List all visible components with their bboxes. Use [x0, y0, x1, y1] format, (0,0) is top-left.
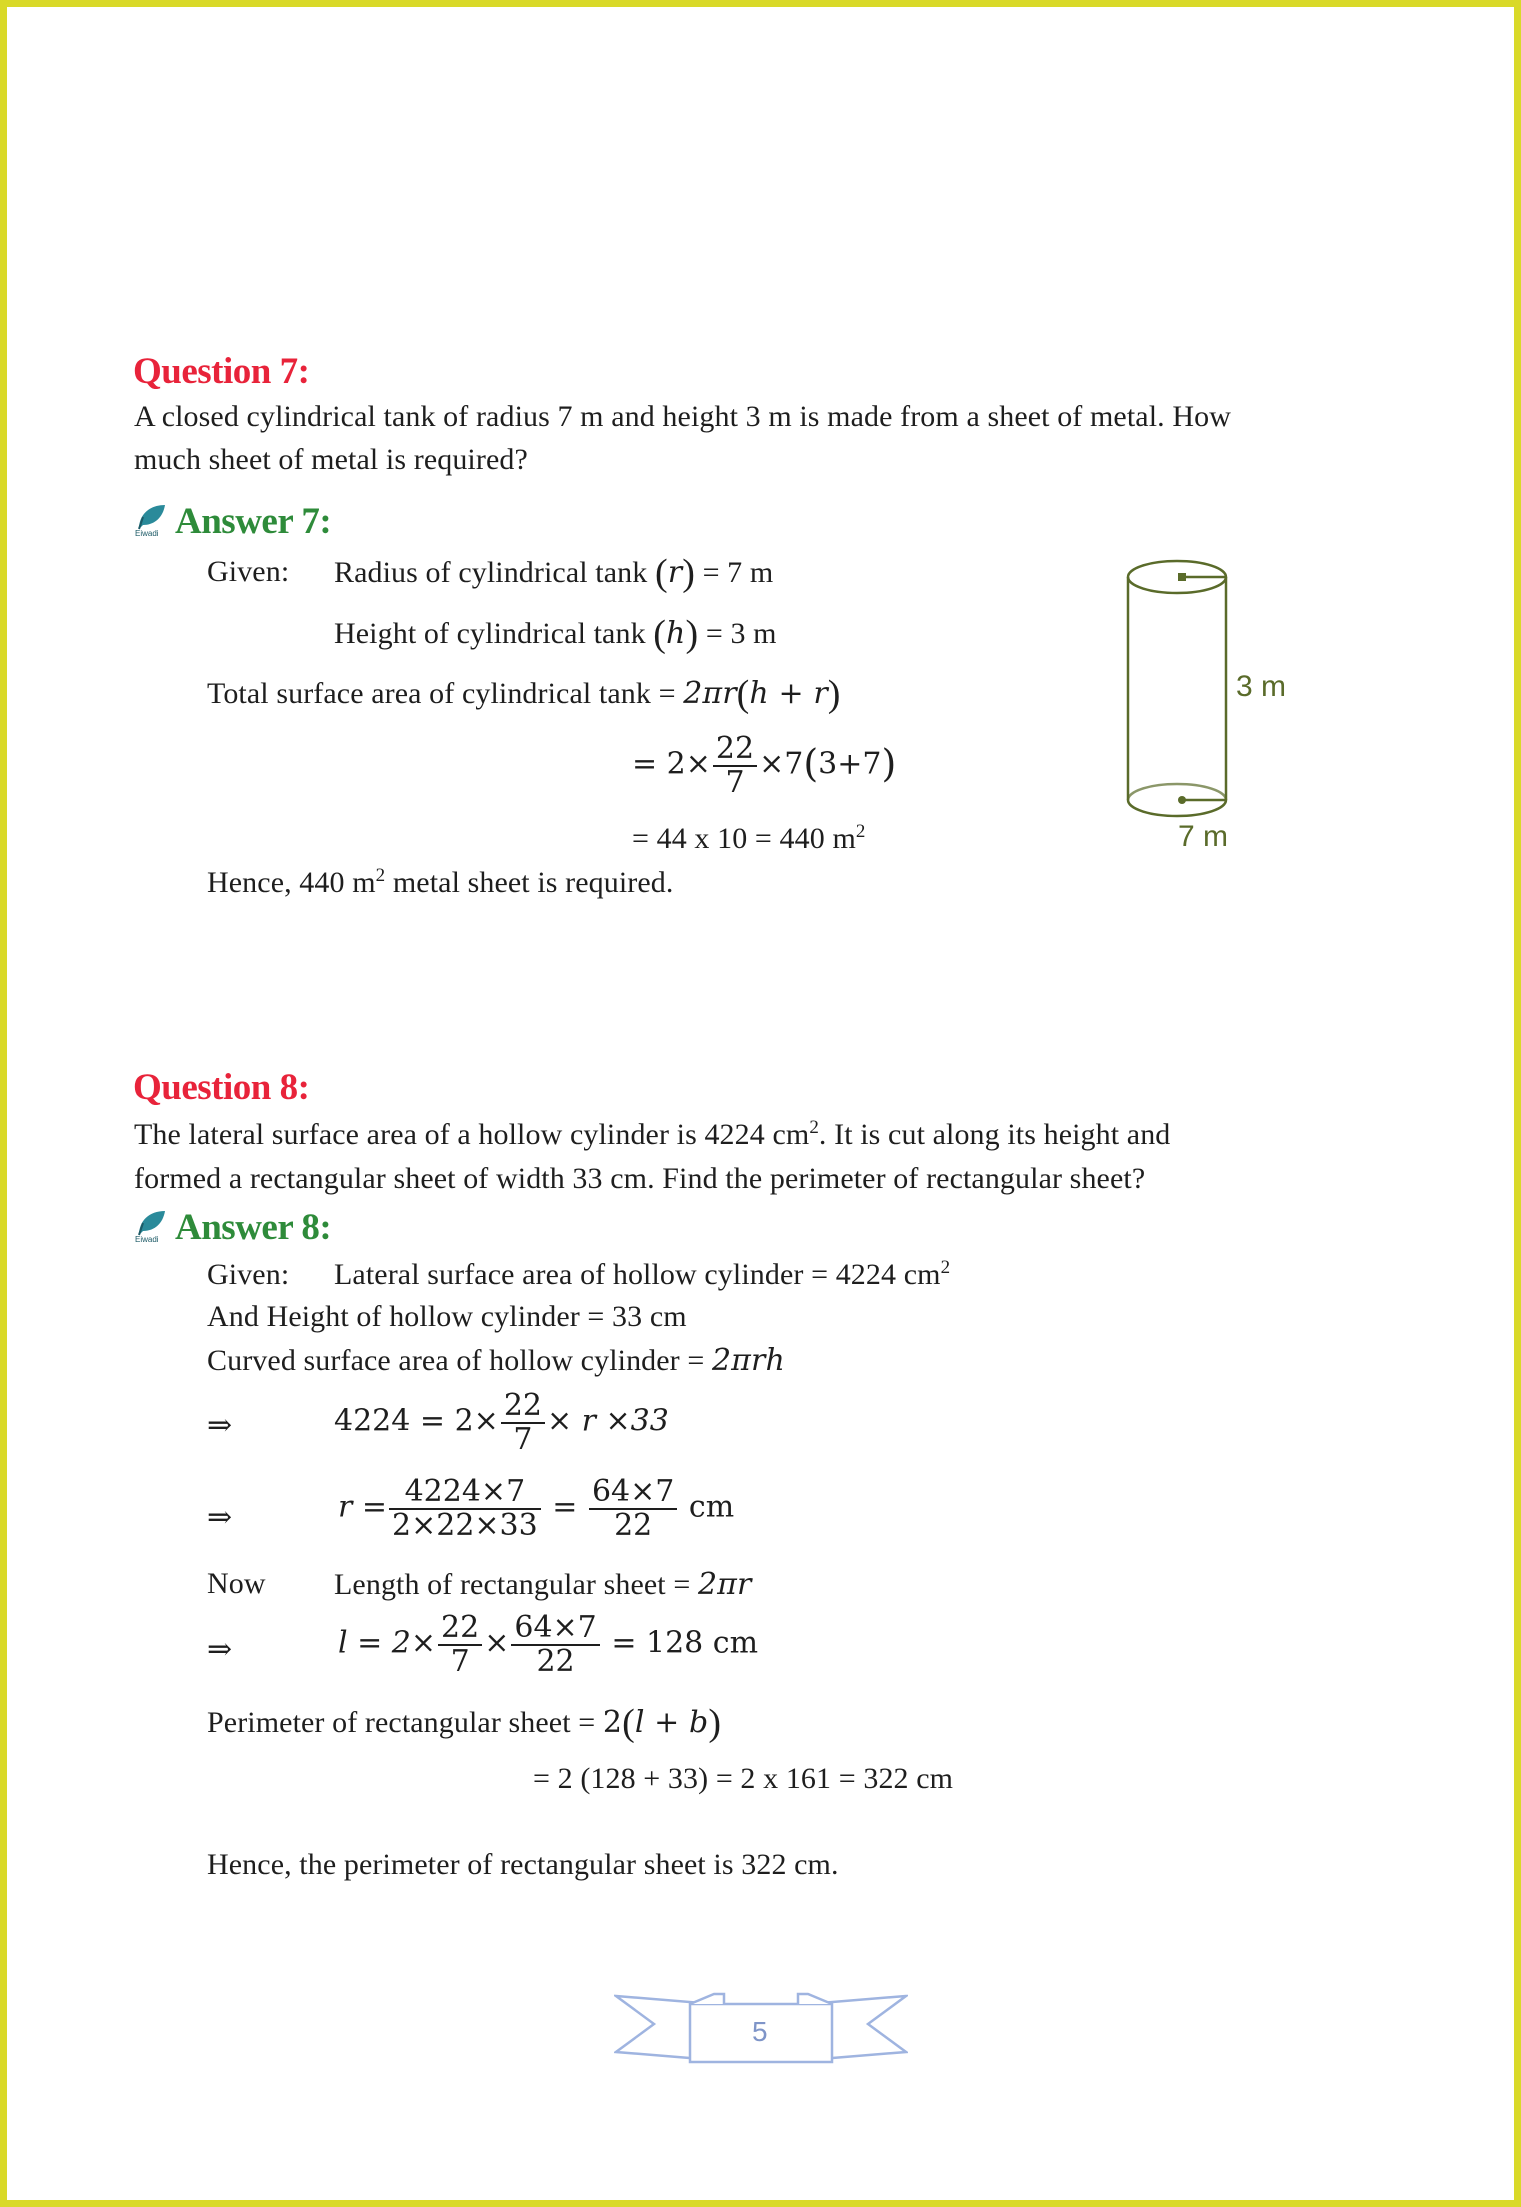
answer-8-given-label: Given:: [207, 1258, 290, 1291]
question-7-text-line1: A closed cylindrical tank of radius 7 m and height 3 m is made from a sheet of metal. How: [134, 400, 1231, 433]
answer-7-conclusion: Hence, 440 $m^2$ metal sheet is required.: [207, 865, 674, 899]
tsa-formula-inner: h + r: [749, 676, 828, 711]
leaf-logo-icon: [133, 503, 169, 537]
svg-text:Eiwadi: Eiwadi: [135, 529, 159, 537]
given-radius-text: Radius of cylindrical tank: [334, 556, 648, 589]
fraction-22-over-7: $\frac{22}{7}$: [501, 1390, 545, 1455]
question-8-text-line2: formed a rectangular sheet of width 33 cm. Find the perimeter of rectangular sheet?: [134, 1162, 1146, 1195]
answer-8-csa-line: Curved surface area of hollow cylinder = 2πrh: [207, 1343, 785, 1378]
answer-7-step1: = 2× $\frac{22}{7}$ ×7(3+7): [632, 731, 897, 800]
cylinder-diagram: [1120, 550, 1320, 860]
answer-8-perimeter-line: Perimeter of rectangular sheet = 2(l + b): [207, 1702, 722, 1744]
given-height-text: Height of cylindrical tank: [334, 617, 646, 650]
question-7-title: Question 7:: [133, 351, 310, 392]
question-8-text-line1: The lateral surface area of a hollow cylinder is 4224 $cm^2$. It is cut along its height and: [134, 1117, 1171, 1151]
answer-8-given-lsa: Lateral surface area of hollow cylinder = 4224 $cm^2$: [334, 1257, 951, 1291]
answer-7-heading: [133, 500, 331, 543]
answer-7-title: Answer 7:: [175, 501, 332, 542]
answer-7-given-label: Given:: [207, 555, 290, 588]
diagram-radius-label: 7 m: [1178, 820, 1229, 853]
implies-arrow-3: ⇒: [207, 1632, 233, 1667]
answer-8-given-height: And Height of hollow cylinder = 33 cm: [207, 1300, 687, 1333]
answer-7-given-height: Height of cylindrical tank (h) = 3 m: [334, 613, 777, 655]
given-radius-value: = 7 m: [702, 556, 774, 589]
question-8-title: Question 8:: [133, 1067, 310, 1108]
tsa-label: Total surface area of cylindrical tank =: [207, 677, 676, 710]
implies-arrow-1: ⇒: [207, 1408, 233, 1443]
leaf-logo-icon: [133, 1209, 169, 1243]
fraction-radius-2: $\frac{64\times 7}{22}$: [589, 1476, 677, 1541]
diagram-height-label: 3 m: [1236, 670, 1287, 703]
answer-8-title: Answer 8:: [175, 1207, 332, 1248]
given-height-var: h: [666, 616, 686, 651]
svg-text:Eiwadi: Eiwadi: [135, 1235, 159, 1243]
answer-8-length-line: Length of rectangular sheet = 2πr: [334, 1567, 752, 1602]
fraction-64x7-over-22: $\frac{64\times 7}{22}$: [511, 1612, 599, 1677]
fraction-22-over-7: $\frac{22}{7}$: [713, 733, 757, 798]
question-7-text-line2: much sheet of metal is required?: [134, 443, 528, 476]
given-height-value: = 3 m: [705, 617, 777, 650]
answer-8-eq2: r = $\frac{4224\times 7}{2\times 22\times 33}$ = $\frac{64\times 7}{22}$ cm: [338, 1474, 735, 1543]
answer-7-tsa-line: Total surface area of cylindrical tank = 2πr(h + r): [207, 673, 841, 715]
answer-7-given-radius: Radius of cylindrical tank (r) = 7 m: [334, 552, 774, 594]
answer-8-eq1: 4224 = 2× $\frac{22}{7}$ × r ×33: [334, 1388, 669, 1457]
fraction-22-over-7: $\frac{22}{7}$: [438, 1612, 482, 1677]
answer-8-eq3: l = 2× $\frac{22}{7}$ × $\frac{64\times 7}{22}$ = 128 cm: [338, 1610, 759, 1679]
implies-arrow-2: ⇒: [207, 1500, 233, 1535]
answer-8-perimeter-calc: = 2 (128 + 33) = 2 x 161 = 322 cm: [533, 1762, 954, 1795]
answer-7-step2: = 44 x 10 = 440 $m^2$: [632, 821, 866, 855]
answer-8-heading: [133, 1206, 331, 1249]
fraction-radius-1: $\frac{4224\times 7}{2\times 22\times 33}$: [389, 1476, 541, 1541]
answer-8-conclusion: Hence, the perimeter of rectangular sheet is 322 cm.: [207, 1848, 839, 1881]
tsa-formula-coef: 2πr: [683, 676, 737, 711]
page-number: 5: [752, 2016, 768, 2047]
given-radius-var: r: [667, 555, 683, 590]
answer-8-now-label: Now: [207, 1567, 266, 1600]
